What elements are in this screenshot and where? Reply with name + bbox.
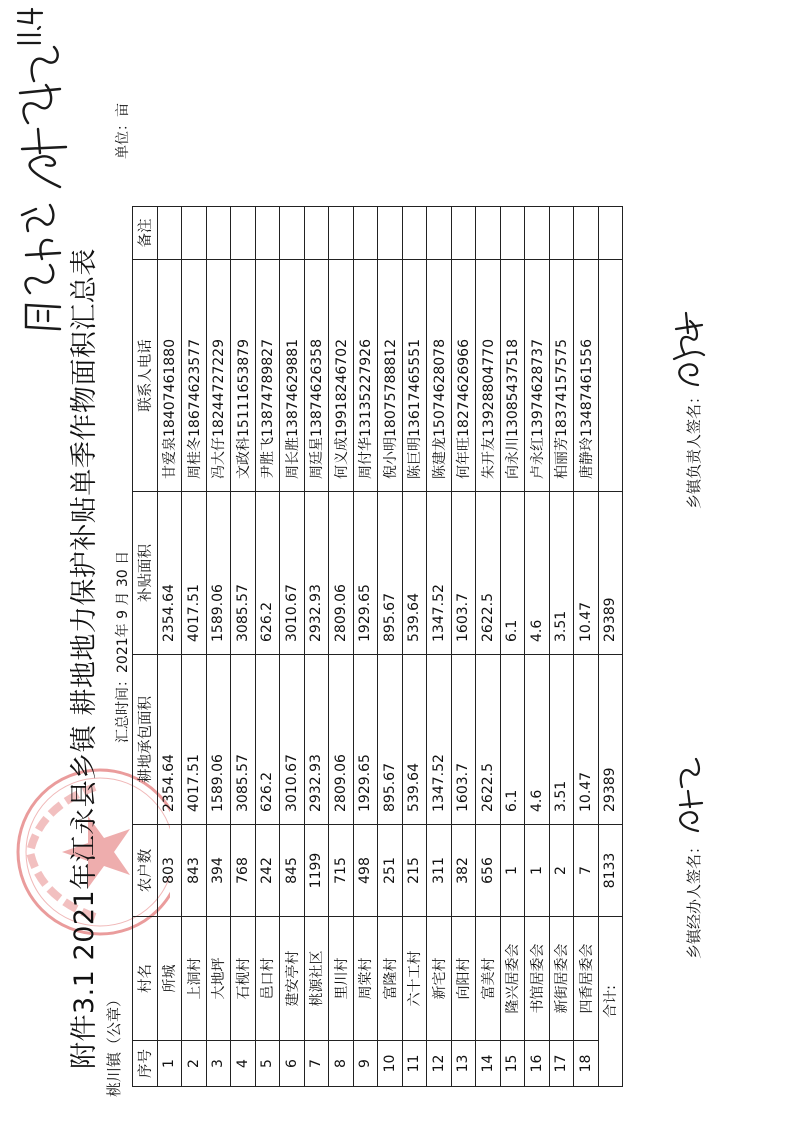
cell-contact: 唐静玲13487461556 — [574, 260, 599, 492]
approval-date-handwriting — [14, 5, 44, 47]
cell-contract-area: 6.1 — [500, 655, 525, 825]
cell-contact: 朱开友13928804770 — [476, 260, 501, 492]
cell-village: 桃源社区 — [304, 917, 329, 1041]
cell-index: 4 — [231, 1041, 256, 1087]
cell-contact: 周廷星13874626358 — [304, 260, 329, 492]
col-header-village: 村名 — [133, 917, 158, 1041]
cell-note — [353, 207, 378, 260]
total-contract-area: 29389 — [598, 655, 623, 825]
cell-contract-area: 2622.5 — [476, 655, 501, 825]
cell-subsidy-area: 1929.65 — [353, 492, 378, 655]
cell-note — [476, 207, 501, 260]
cell-note — [402, 207, 427, 260]
cell-index: 18 — [574, 1041, 599, 1087]
cell-contact: 周付华13135227926 — [353, 260, 378, 492]
summary-time: 汇总时间：2021年 9 月 30 日 — [115, 550, 131, 743]
cell-contract-area: 3010.67 — [280, 655, 305, 825]
table-row — [574, 207, 599, 1087]
cell-village: 邑口村 — [255, 917, 280, 1041]
cell-households: 1 — [500, 825, 525, 917]
cell-index: 16 — [525, 1041, 550, 1087]
handler-signature-label: 乡镇经办人签名： — [685, 838, 703, 959]
cell-village: 大地坪 — [206, 917, 231, 1041]
col-header-index: 序号 — [133, 1041, 158, 1087]
cell-index: 10 — [378, 1041, 403, 1087]
cell-households: 7 — [574, 825, 599, 917]
cell-village: 周棠村 — [353, 917, 378, 1041]
subsidy-table — [132, 206, 623, 1087]
cell-index: 2 — [182, 1041, 207, 1087]
total-label: 合计: — [598, 917, 623, 1087]
cell-contract-area: 2932.93 — [304, 655, 329, 825]
cell-index: 8 — [329, 1041, 354, 1087]
cell-households: 656 — [476, 825, 501, 917]
table-row — [549, 207, 574, 1087]
unit-label: 单位：亩 — [115, 103, 131, 159]
cell-note — [182, 207, 207, 260]
cell-index: 17 — [549, 1041, 574, 1087]
cell-subsidy-area: 1347.52 — [427, 492, 452, 655]
approver-signature — [10, 43, 74, 193]
cell-households: 715 — [329, 825, 354, 917]
cell-index: 9 — [353, 1041, 378, 1087]
cell-note — [255, 207, 280, 260]
table-header-row — [133, 207, 158, 1087]
cell-households: 394 — [206, 825, 231, 917]
cell-subsidy-area: 3.51 — [549, 492, 574, 655]
cell-contract-area: 2354.64 — [157, 655, 182, 825]
cell-subsidy-area: 10.47 — [574, 492, 599, 655]
cell-households: 2 — [549, 825, 574, 917]
table-row — [280, 207, 305, 1087]
cell-contract-area: 4017.51 — [182, 655, 207, 825]
cell-village: 上洞村 — [182, 917, 207, 1041]
leader-signature-label: 乡镇负责人签名： — [685, 388, 703, 509]
cell-households: 1199 — [304, 825, 329, 917]
col-header-note: 备注 — [133, 207, 158, 260]
cell-subsidy-area: 1589.06 — [206, 492, 231, 655]
table-body — [157, 207, 598, 1087]
cell-village: 所城 — [157, 917, 182, 1041]
cell-subsidy-area: 2354.64 — [157, 492, 182, 655]
cell-note — [206, 207, 231, 260]
table-row — [427, 207, 452, 1087]
cell-contact: 何年旺18274626966 — [451, 260, 476, 492]
cell-village: 石枧村 — [231, 917, 256, 1041]
cell-note — [451, 207, 476, 260]
cell-households: 498 — [353, 825, 378, 917]
cell-village: 建安亭村 — [280, 917, 305, 1041]
cell-contact: 冯大仔18244727229 — [206, 260, 231, 492]
table-row — [329, 207, 354, 1087]
cell-contract-area: 1603.7 — [451, 655, 476, 825]
leader-signature — [668, 309, 708, 389]
cell-households: 768 — [231, 825, 256, 917]
table-row — [476, 207, 501, 1087]
cell-contact: 倪小明18075788812 — [378, 260, 403, 492]
cell-subsidy-area: 4017.51 — [182, 492, 207, 655]
cell-households: 845 — [280, 825, 305, 917]
cell-index: 15 — [500, 1041, 525, 1087]
cell-index: 3 — [206, 1041, 231, 1087]
cell-contact: 甘爱泉18407461880 — [157, 260, 182, 492]
cell-subsidy-area: 1603.7 — [451, 492, 476, 655]
col-header-contract-area: 耕地承包面积 — [133, 655, 158, 825]
cell-village: 六十工村 — [402, 917, 427, 1041]
table-row — [304, 207, 329, 1087]
cell-contract-area: 1589.06 — [206, 655, 231, 825]
cell-households: 215 — [402, 825, 427, 917]
cell-contract-area: 3085.57 — [231, 655, 256, 825]
cell-contract-area: 1347.52 — [427, 655, 452, 825]
cell-note — [525, 207, 550, 260]
cell-subsidy-area: 626.2 — [255, 492, 280, 655]
cell-village: 向阳村 — [451, 917, 476, 1041]
total-note — [598, 207, 623, 260]
cell-contract-area: 626.2 — [255, 655, 280, 825]
cell-note — [157, 207, 182, 260]
table-total-row — [598, 207, 623, 1087]
cell-contract-area: 3.51 — [549, 655, 574, 825]
cell-contract-area: 4.6 — [525, 655, 550, 825]
cell-village: 富美村 — [476, 917, 501, 1041]
cell-note — [549, 207, 574, 260]
col-header-contact: 联系人电话 — [133, 260, 158, 492]
cell-village: 新宅村 — [427, 917, 452, 1041]
cell-households: 242 — [255, 825, 280, 917]
cell-village: 隆兴居委会 — [500, 917, 525, 1041]
table-row — [255, 207, 280, 1087]
cell-contact: 卢永红13974628737 — [525, 260, 550, 492]
table-row — [378, 207, 403, 1087]
cell-note — [574, 207, 599, 260]
table-row — [500, 207, 525, 1087]
cell-index: 5 — [255, 1041, 280, 1087]
cell-contact: 周桂冬18674623577 — [182, 260, 207, 492]
cell-contact: 柏丽芳18374157575 — [549, 260, 574, 492]
cell-subsidy-area: 6.1 — [500, 492, 525, 655]
cell-contract-area: 895.67 — [378, 655, 403, 825]
cell-village: 书馆居委会 — [525, 917, 550, 1041]
cell-note — [231, 207, 256, 260]
town-unit-label: 桃川镇（公章） — [105, 991, 123, 1097]
cell-note — [304, 207, 329, 260]
cell-index: 14 — [476, 1041, 501, 1087]
handler-signature — [672, 755, 706, 835]
approval-note-handwriting — [16, 185, 70, 335]
table-row — [525, 207, 550, 1087]
cell-contact: 尹胜飞13874789827 — [255, 260, 280, 492]
cell-index: 1 — [157, 1041, 182, 1087]
table-row — [353, 207, 378, 1087]
cell-contract-area: 539.64 — [402, 655, 427, 825]
cell-index: 7 — [304, 1041, 329, 1087]
cell-subsidy-area: 539.64 — [402, 492, 427, 655]
cell-contact: 文政科15111653879 — [231, 260, 256, 492]
document-title: 附件3.1 2021年江永县乡镇 耕地地力保护补贴单季作物面积汇总表 — [69, 248, 100, 1069]
col-header-households: 农户数 — [133, 825, 158, 917]
cell-contract-area: 1929.65 — [353, 655, 378, 825]
cell-index: 6 — [280, 1041, 305, 1087]
total-subsidy-area: 29389 — [598, 492, 623, 655]
cell-note — [280, 207, 305, 260]
table-row — [231, 207, 256, 1087]
cell-index: 11 — [402, 1041, 427, 1087]
cell-subsidy-area: 3085.57 — [231, 492, 256, 655]
cell-village: 里川村 — [329, 917, 354, 1041]
cell-households: 251 — [378, 825, 403, 917]
cell-index: 13 — [451, 1041, 476, 1087]
cell-contact: 陈巨明13617465551 — [402, 260, 427, 492]
cell-households: 311 — [427, 825, 452, 917]
cell-contact: 何义成19918246702 — [329, 260, 354, 492]
cell-subsidy-area: 895.67 — [378, 492, 403, 655]
cell-note — [378, 207, 403, 260]
total-contact — [598, 260, 623, 492]
table-row — [451, 207, 476, 1087]
cell-households: 382 — [451, 825, 476, 917]
cell-contact: 周长胜13874629881 — [280, 260, 305, 492]
cell-subsidy-area: 3010.67 — [280, 492, 305, 655]
cell-subsidy-area: 4.6 — [525, 492, 550, 655]
table-row — [402, 207, 427, 1087]
cell-contract-area: 10.47 — [574, 655, 599, 825]
cell-village: 富隆村 — [378, 917, 403, 1041]
col-header-subsidy-area: 补贴面积 — [133, 492, 158, 655]
cell-households: 1 — [525, 825, 550, 917]
cell-note — [427, 207, 452, 260]
cell-note — [329, 207, 354, 260]
table-row — [157, 207, 182, 1087]
cell-contract-area: 2809.06 — [329, 655, 354, 825]
cell-subsidy-area: 2932.93 — [304, 492, 329, 655]
cell-households: 843 — [182, 825, 207, 917]
table-row — [206, 207, 231, 1087]
cell-subsidy-area: 2622.5 — [476, 492, 501, 655]
cell-village: 新街居委会 — [549, 917, 574, 1041]
cell-households: 803 — [157, 825, 182, 917]
cell-index: 12 — [427, 1041, 452, 1087]
cell-contact: 向永川13085437518 — [500, 260, 525, 492]
table-row — [182, 207, 207, 1087]
cell-contact: 陈建龙15074628078 — [427, 260, 452, 492]
cell-note — [500, 207, 525, 260]
cell-village: 四香居委会 — [574, 917, 599, 1041]
cell-subsidy-area: 2809.06 — [329, 492, 354, 655]
total-households: 8133 — [598, 825, 623, 917]
